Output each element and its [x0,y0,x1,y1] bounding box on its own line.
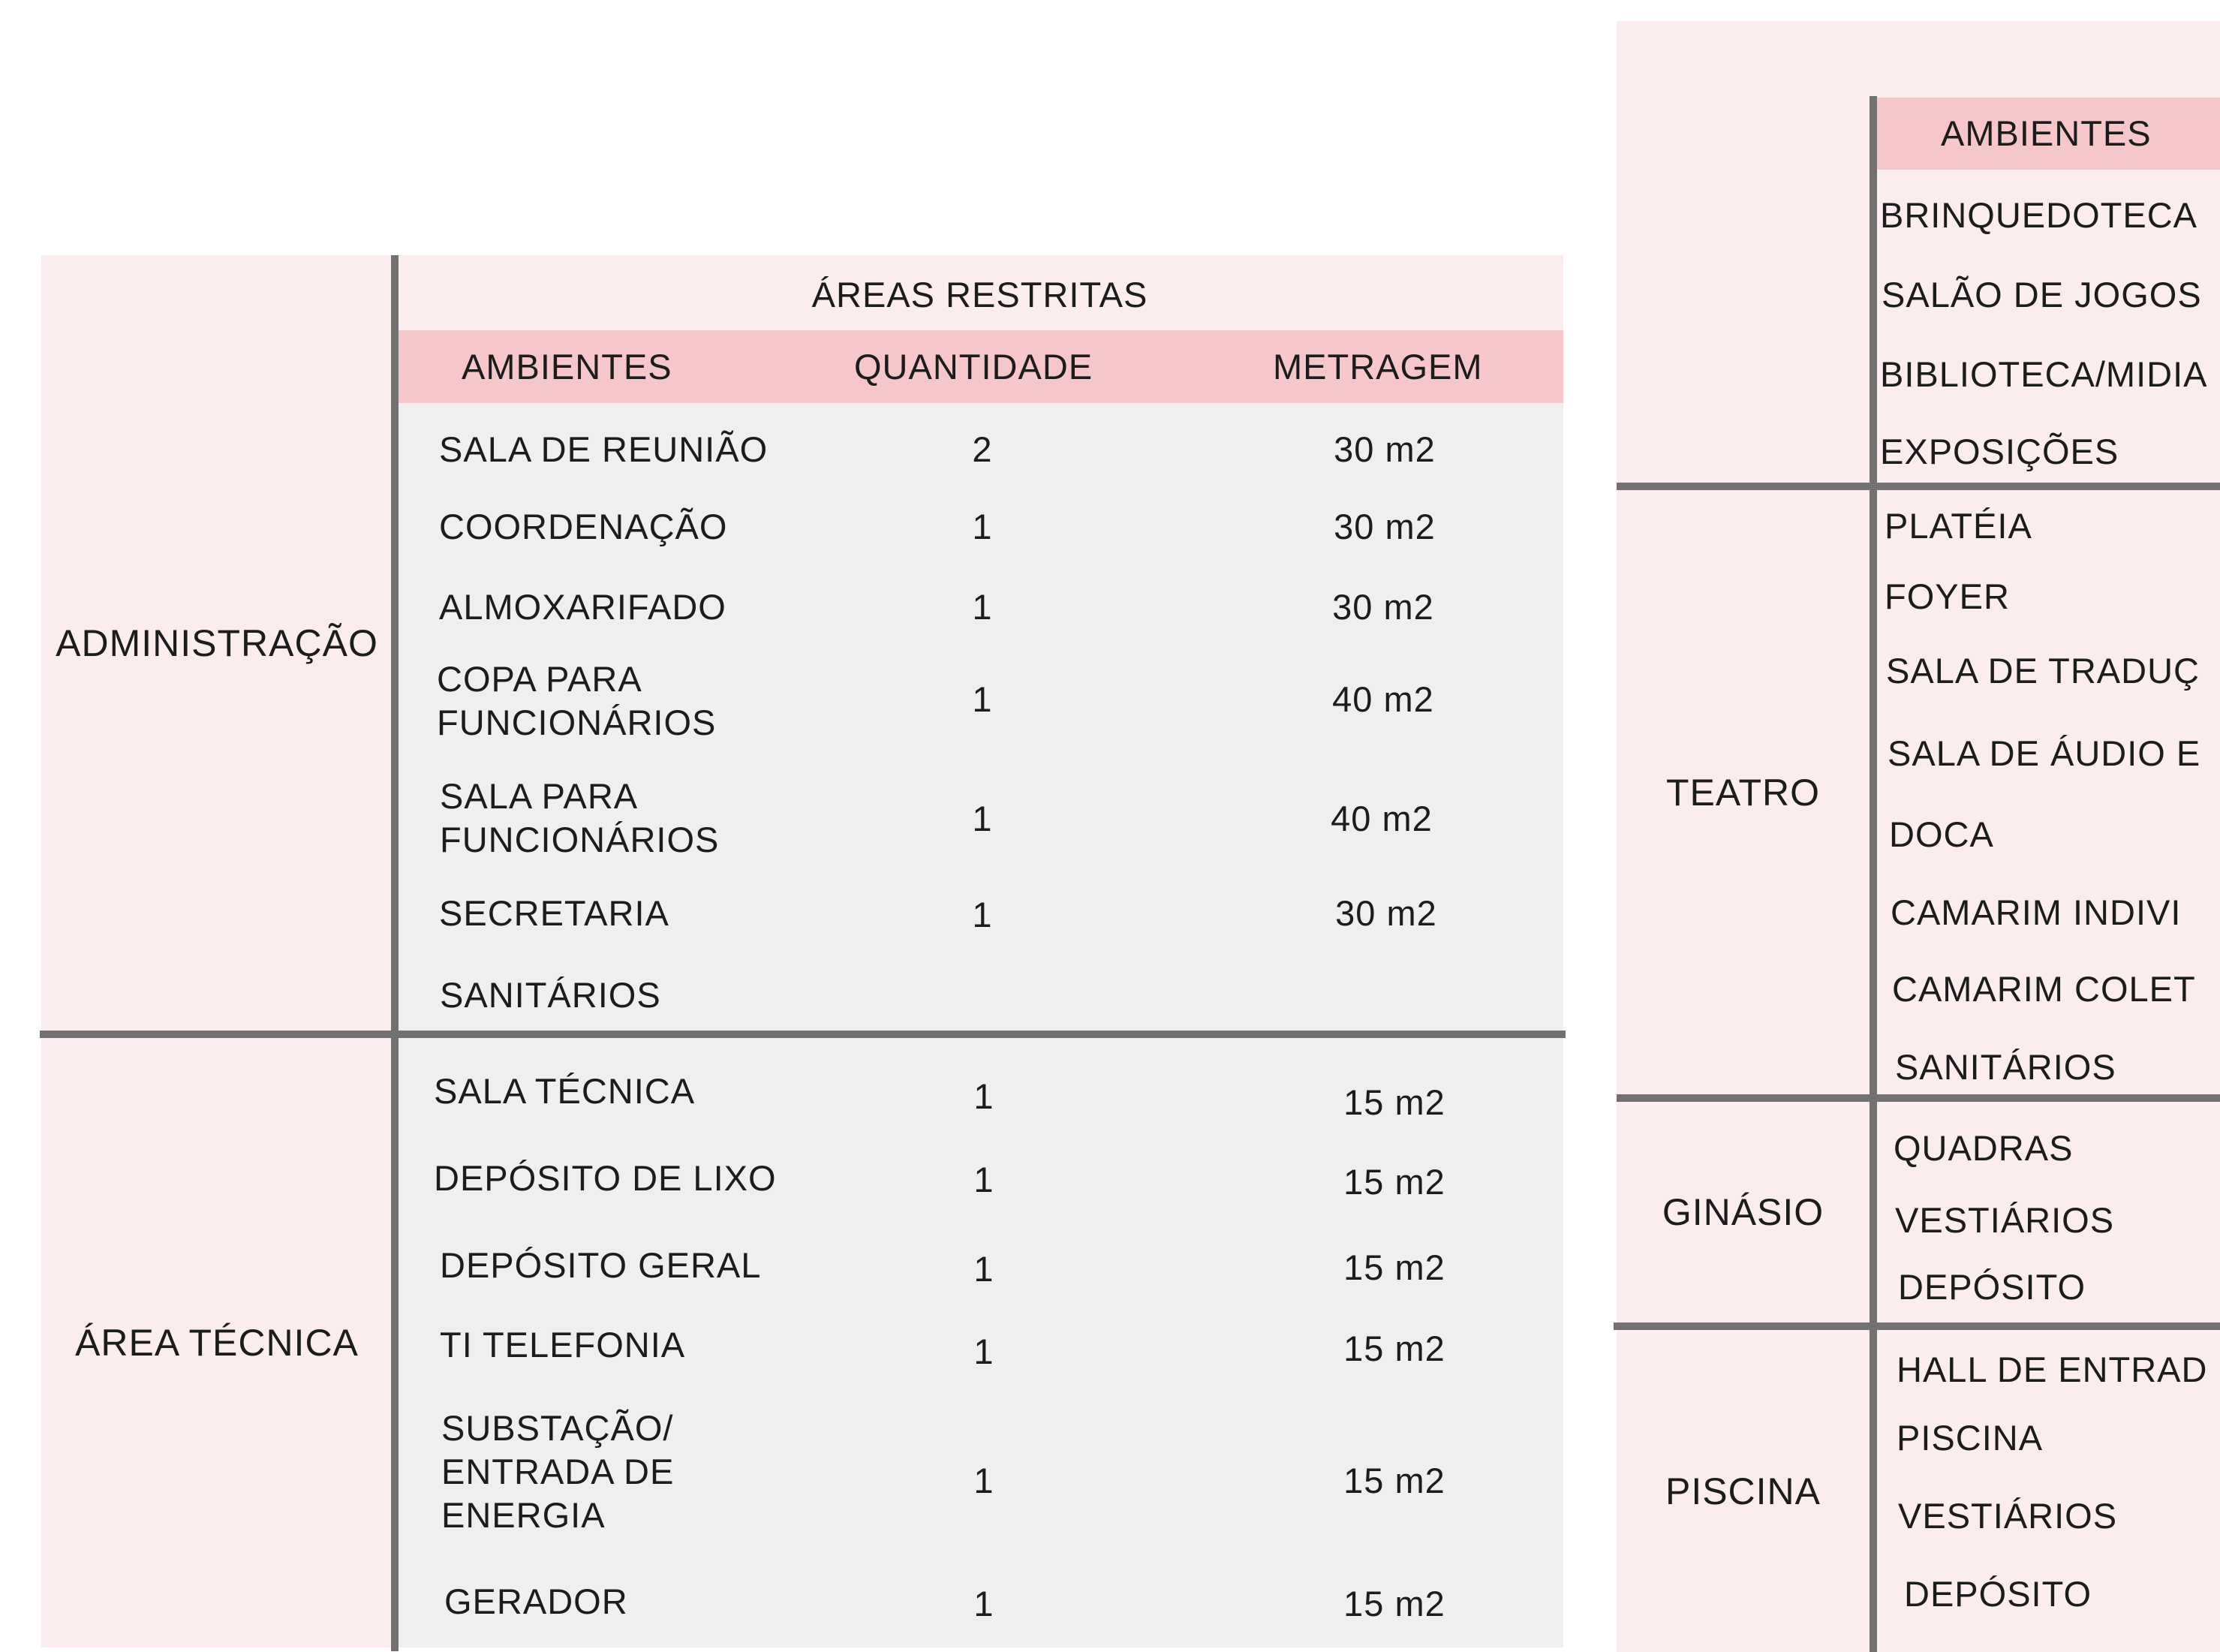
ambiente-cell: GERADOR [444,1581,628,1621]
list-item: PLATÉIA [1885,506,2032,546]
right-group-divider [1617,483,2220,490]
quantidade-cell: 1 [973,1249,994,1289]
group-label-area-tecnica: ÁREA TÉCNICA [75,1322,359,1364]
list-item: PISCINA [1897,1418,2044,1458]
ambiente-cell: SALA DE REUNIÃO [439,429,769,469]
metragem-cell: 30 m2 [1332,587,1434,627]
metragem-cell: 30 m2 [1334,507,1436,546]
quantidade-cell: 1 [973,1076,994,1116]
group-label-piscina: PISCINA [1665,1470,1821,1512]
ambiente-cell: ALMOXARIFADO [439,587,726,627]
list-item: SALÃO DE JOGOS [1882,275,2202,314]
quantidade-cell: 2 [972,429,993,469]
right-group-divider [1617,1094,2220,1102]
quantidade-cell: 1 [973,1584,994,1623]
group-label-ginasio: GINÁSIO [1662,1191,1824,1233]
metragem-cell: 40 m2 [1332,679,1434,719]
ambiente-cell: SALA PARA FUNCIONÁRIOS [440,776,720,859]
list-item: DOCA [1889,814,1994,854]
metragem-cell: 15 m2 [1343,1247,1445,1287]
metragem-cell: 15 m2 [1343,1584,1445,1623]
metragem-cell: 30 m2 [1334,429,1436,469]
list-item: DEPÓSITO [1898,1267,2086,1307]
table-title: ÁREAS RESTRITAS [811,275,1148,314]
list-item: DEPÓSITO [1904,1574,2092,1614]
metragem-cell: 30 m2 [1335,893,1437,933]
column-header-ambientes: AMBIENTES [462,347,672,387]
ambiente-cell: COORDENAÇÃO [439,507,728,546]
group-divider [40,1031,1566,1038]
quantidade-cell: 1 [972,679,993,719]
ambiente-cell: TI TELEFONIA [440,1325,686,1365]
list-item: BRINQUEDOTECA [1880,195,2197,235]
list-item: VESTIÁRIOS [1895,1200,2115,1240]
right-group-divider [1614,1323,2220,1330]
list-item: QUADRAS [1894,1128,2074,1168]
list-item: HALL DE ENTRAD [1897,1350,2208,1389]
list-item: SALA DE TRADUÇ [1886,651,2200,691]
list-item: SALA DE ÁUDIO E [1888,733,2201,773]
group-label-teatro: TEATRO [1665,771,1821,814]
list-item: CAMARIM COLET [1892,969,2196,1009]
ambiente-cell: COPA PARA FUNCIONÁRIOS [437,659,717,742]
ambiente-cell: SANITÁRIOS [440,975,661,1015]
metragem-cell: 40 m2 [1331,799,1433,838]
metragem-cell: 15 m2 [1343,1162,1445,1202]
list-item: VESTIÁRIOS [1898,1496,2118,1536]
quantidade-cell: 1 [972,895,993,934]
list-item: EXPOSIÇÕES [1880,432,2119,471]
ambiente-cell: SUBSTAÇÃO/ ENTRADA DE ENERGIA [441,1408,675,1535]
ambiente-cell: SECRETARIA [439,893,669,933]
list-item: BIBLIOTECA/MIDIA [1880,354,2208,394]
metragem-cell: 15 m2 [1343,1329,1445,1368]
ambiente-cell: DEPÓSITO DE LIXO [434,1158,777,1198]
metragem-cell: 15 m2 [1343,1461,1445,1500]
right-vertical-divider [1870,96,1877,1652]
column-header-quantidade: QUANTIDADE [854,347,1093,387]
right-column-header-ambientes: AMBIENTES [1941,113,2152,153]
list-item: FOYER [1885,576,2010,616]
list-item: SANITÁRIOS [1895,1047,2116,1087]
quantidade-cell: 1 [973,1461,994,1500]
ambiente-cell: SALA TÉCNICA [434,1071,696,1111]
quantidade-cell: 1 [972,799,993,838]
quantidade-cell: 1 [973,1160,994,1199]
group-label-administracao: ADMINISTRAÇÃO [56,621,378,664]
list-item: CAMARIM INDIVI [1891,892,2182,932]
metragem-cell: 15 m2 [1343,1082,1445,1122]
quantidade-cell: 1 [973,1332,994,1371]
quantidade-cell: 1 [972,587,993,627]
quantidade-cell: 1 [972,507,993,546]
ambiente-cell: DEPÓSITO GERAL [440,1245,762,1285]
column-header-metragem: METRAGEM [1273,347,1483,387]
